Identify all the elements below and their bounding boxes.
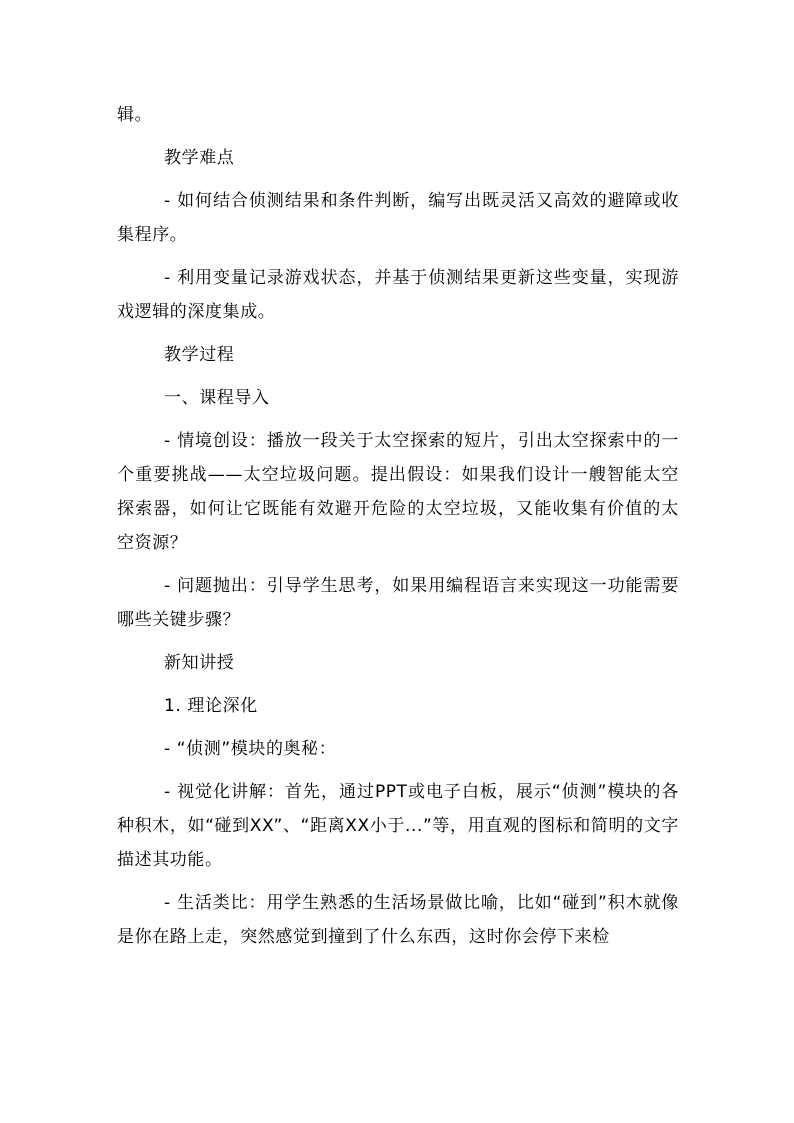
list-item-scenario: - 情境创设：播放一段关于太空探索的短片，引出太空探索中的一个重要挑战——太空垃圾问题。提出假设：如果我们设计一艘智能太空探索器，如何让它既能有效避开危险的太空垃圾，又能收集有价值的太空资源？ (117, 431, 679, 553)
list-item-question: - 问题抛出：引导学生思考，如果用编程语言来实现这一功能需要哪些关键步骤？ (117, 576, 679, 630)
list-item-difficulty-1: - 如何结合侦测结果和条件判断，编写出既灵活又高效的避障或收集程序。 (117, 191, 679, 245)
heading-theory-deepening: 1. 理论深化 (164, 696, 258, 716)
list-item-detect-module: - “侦测”模块的奥秘： (164, 739, 337, 759)
heading-new-knowledge: 新知讲授 (164, 653, 235, 673)
heading-teaching-process: 教学过程 (164, 345, 235, 365)
list-item-visual-explanation: - 视觉化讲解：首先，通过PPT或电子白板，展示“侦测”模块的各种积木，如“碰到XX”、“距离XX小于...”等，用直观的图标和简明的文字描述其功能。 (117, 782, 679, 870)
heading-course-intro: 一、课程导入 (164, 388, 270, 408)
heading-teaching-difficulties: 教学难点 (164, 148, 235, 168)
list-item-life-analogy: - 生活类比：用学生熟悉的生活场景做比喻，比如“碰到”积木就像是你在路上走，突然感觉到撞到了什么东西，这时你会停下来检 (117, 893, 679, 947)
document-body (117, 98, 679, 963)
list-item-difficulty-2: - 利用变量记录游戏状态，并基于侦测结果更新这些变量，实现游戏逻辑的深度集成。 (117, 268, 679, 322)
paragraph-continuation: 辑。 (117, 105, 153, 125)
